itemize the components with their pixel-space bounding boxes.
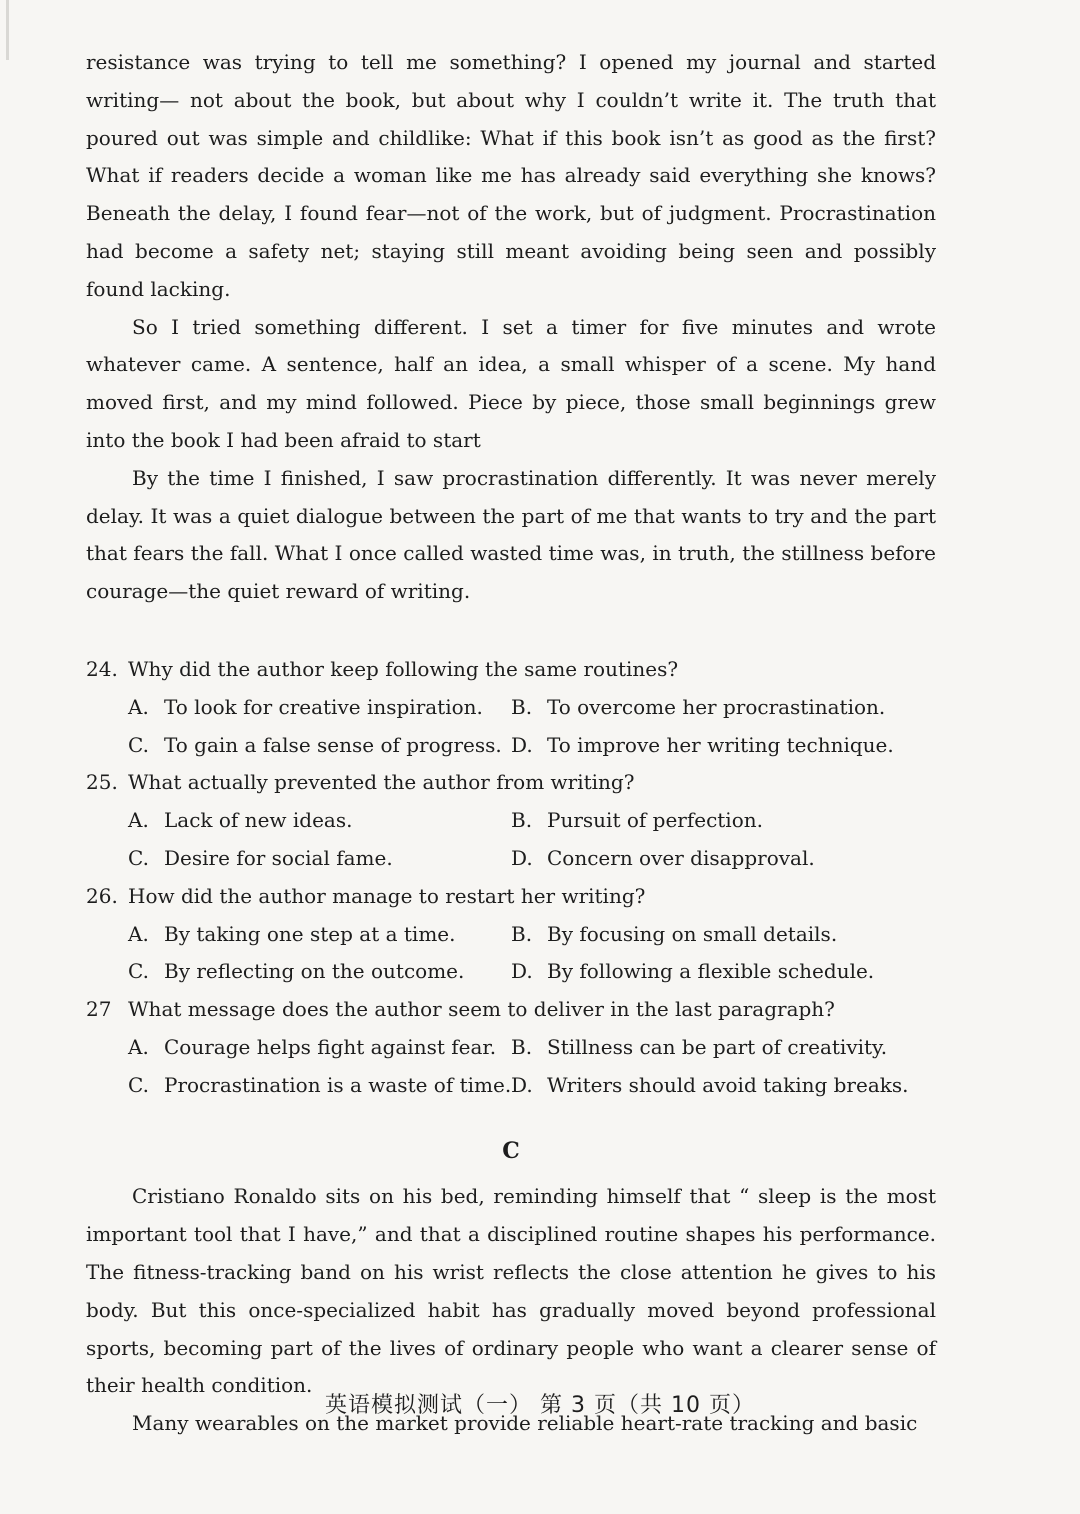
question-25 xyxy=(86,764,936,877)
question-list xyxy=(86,651,936,1105)
option-c: C. Procrastination is a waste of time. xyxy=(128,1072,512,1097)
passage-paragraph: Many wearables on the market provide reliable heart-rate tracking and basic xyxy=(132,1411,918,1436)
option-list xyxy=(128,1029,936,1105)
passage-paragraph: By the time I finished, I saw procrastination differently. It was never merely delay. It was a quiet dialogue between the part of me that wants to try and the part that fears the fall. What I once called wasted time was, in truth, the stillness before courage—the quiet reward of writing. xyxy=(86,465,936,604)
question-stem xyxy=(86,991,936,1029)
option-list xyxy=(128,916,936,992)
question-number: 25. xyxy=(86,770,118,795)
page-edge-shadow xyxy=(6,0,9,60)
option-d: D. By following a flexible schedule. xyxy=(511,959,875,984)
option-d: D. To improve her writing technique. xyxy=(511,732,894,757)
question-26 xyxy=(86,878,936,991)
option-c: C. By reflecting on the outcome. xyxy=(128,959,465,984)
option-a: A. Courage helps fight against fear. xyxy=(128,1034,497,1059)
page-content xyxy=(86,44,936,1443)
passage-b-continued xyxy=(86,44,936,611)
option-d: D. Writers should avoid taking breaks. xyxy=(511,1072,909,1097)
option-a: A. To look for creative inspiration. xyxy=(128,694,483,719)
question-27 xyxy=(86,991,936,1104)
passage-paragraph: Cristiano Ronaldo sits on his bed, reminding himself that “ sleep is the most important tool that I have,” and that a disciplined routine shapes his performance. The fitness-tracking band on his wrist reflects the close attention he gives to his body. But this once-specialized habit has gradually moved beyond professional sports, becoming part of the lives of ordinary people who want a clearer sense of their health condition. xyxy=(86,1184,936,1398)
option-a: A. Lack of new ideas. xyxy=(128,808,353,833)
question-stem xyxy=(86,651,936,689)
section-heading: C xyxy=(502,1137,520,1164)
option-b: B. Pursuit of perfection. xyxy=(511,808,763,833)
passage-paragraph: So I tried something different. I set a timer for five minutes and wrote whatever came. A sentence, half an idea, a small whisper of a scene. My hand moved first, and my mind followed. Piece by piece, those small beginnings grew into the book I had been afraid to start xyxy=(86,314,936,452)
passage-paragraph: resistance was trying to tell me something? I opened my journal and started writing— not about the book, but about why I couldn’t write it. The truth that poured out was simple and childlike: What if this book isn’t as good as the first? What if readers decide a woman like me has already said everything she knows? Beneath the delay, I found fear—not of the work, but of judgment. Procrastination had become a safety net; staying still meant avoiding being seen and possibly found lacking. xyxy=(86,50,936,301)
question-number: 24. xyxy=(86,656,118,681)
question-stem xyxy=(86,878,936,916)
option-list xyxy=(128,689,936,765)
option-list xyxy=(128,802,936,878)
option-b: B. Stillness can be part of creativity. xyxy=(511,1034,888,1059)
question-24 xyxy=(86,651,936,764)
page-footer: 英语模拟测试（一） 第 3 页（共 10 页） xyxy=(325,1393,755,1418)
question-text: What actually prevented the author from writing? xyxy=(128,770,635,795)
question-text: Why did the author keep following the same routines? xyxy=(128,656,679,681)
option-c: C. To gain a false sense of progress. xyxy=(128,732,502,757)
option-c: C. Desire for social fame. xyxy=(128,845,393,870)
option-a: A. By taking one step at a time. xyxy=(128,921,456,946)
option-d: D. Concern over disapproval. xyxy=(511,845,815,870)
question-stem xyxy=(86,764,936,802)
question-number: 27 xyxy=(86,997,112,1022)
question-text: What message does the author seem to deliver in the last paragraph? xyxy=(128,997,835,1022)
option-b: B. To overcome her procrastination. xyxy=(511,694,886,719)
question-text: How did the author manage to restart her writing? xyxy=(128,883,646,908)
option-b: B. By focusing on small details. xyxy=(511,921,838,946)
question-number: 26. xyxy=(86,883,118,908)
